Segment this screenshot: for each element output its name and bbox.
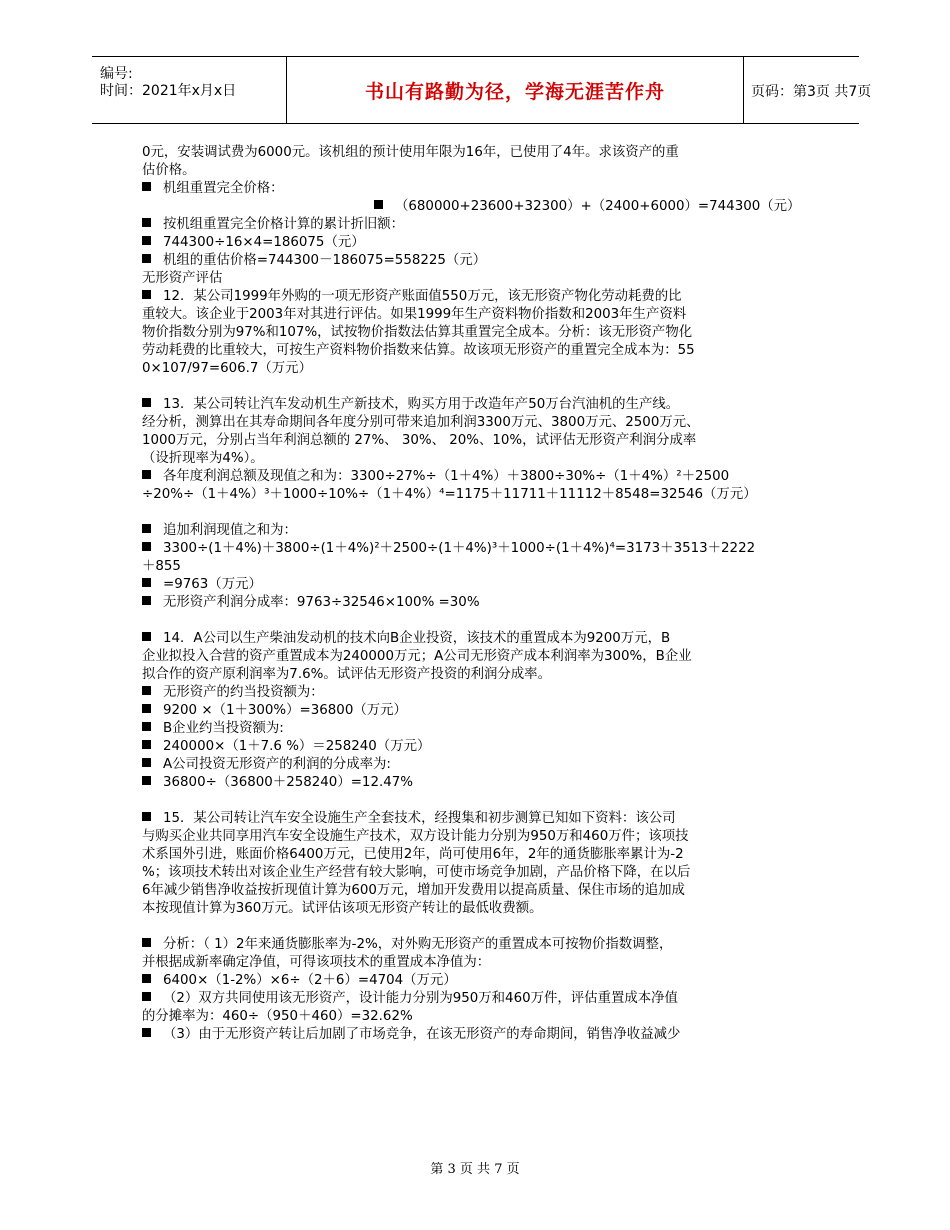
document-number-label: 编号:: [100, 66, 133, 82]
bullet-square-icon: [142, 470, 151, 479]
line-text: 9200 ×（1＋300%）=36800（万元）: [163, 703, 407, 718]
text-line: [142, 162, 806, 180]
paragraph-gap: [142, 612, 806, 630]
text-line: [142, 684, 806, 702]
bullet-square-icon: [142, 524, 151, 533]
text-line: [142, 306, 806, 324]
text-line: [142, 720, 806, 738]
paragraph-gap: [142, 792, 806, 810]
line-text: 分析：（ 1）2年来通货膨胀率为-2%，对外购无形资产的重置成本可按物价指数调整，: [163, 937, 673, 952]
text-line: [142, 198, 806, 216]
bullet-square-icon: [142, 974, 151, 983]
header-motto: 书山有路勤为径，学海无涯苦作舟: [364, 81, 665, 103]
text-line: [142, 756, 806, 774]
text-line: [142, 810, 806, 828]
line-text: 追加利润现值之和为：: [163, 523, 297, 538]
bullet-square-icon: [142, 596, 151, 605]
line-text: 0×107/97=606.7（万元）: [142, 361, 312, 376]
line-text: 6年减少销售净收益按折现值计算为600万元，增加开发费用以提高质量、保住市场的追加成: [142, 883, 685, 898]
text-line: [142, 324, 806, 342]
bullet-square-icon: [142, 398, 151, 407]
bullet-square-icon: [142, 722, 151, 731]
line-text: 的分摊率为：460÷（950＋460）=32.62%: [142, 1009, 413, 1024]
text-line: [142, 936, 806, 954]
line-text: 按机组重置完全价格计算的累计折旧额：: [163, 217, 405, 232]
paragraph-gap: [142, 504, 806, 522]
line-text: （设折现率为4%）。: [142, 451, 264, 466]
line-text: 0元，安装调试费为6000元。该机组的预计使用年限为16年，已使用了4年。求该资产的重: [142, 145, 679, 160]
line-text: 1000万元，分别占当年利润总额的 27%、 30%、 20%、10%，试评估无形资产利润分成率: [142, 433, 697, 448]
line-text: 36800÷（36800＋258240）=12.47%: [163, 775, 413, 790]
line-text: 并根据成新率确定净值，可得该项技术的重置成本净值为：: [142, 955, 491, 970]
bullet-square-icon: [142, 758, 151, 767]
line-text: A公司投资无形资产的利润的分成率为:: [163, 757, 391, 772]
line-text: ÷20%÷（1＋4%）³＋1000÷10%÷（1＋4%）⁴=1175＋11711＋11112＋8548=32546（万元）: [142, 487, 757, 502]
text-line: [142, 738, 806, 756]
text-line: [142, 468, 806, 486]
text-line: [142, 288, 806, 306]
text-line: [142, 486, 806, 504]
text-line: [142, 972, 806, 990]
bullet-square-icon: [142, 578, 151, 587]
line-text: %；该项技术转出对该企业生产经营有较大影响，可使市场竞争加剧，产品价格下降，在以后: [142, 865, 691, 880]
line-text: 机组的重估价格=744300－186075=558225（元）: [163, 253, 487, 268]
document-body: [142, 144, 806, 1044]
bullet-square-icon: [142, 542, 151, 551]
text-line: [142, 864, 806, 882]
text-line: [142, 234, 806, 252]
line-text: 本按现值计算为360万元。试评估该项无形资产转让的最低收费额。: [142, 901, 543, 916]
bullet-square-icon: [374, 200, 383, 209]
text-line: [142, 522, 806, 540]
line-text: 744300÷16×4=186075（元）: [163, 235, 365, 250]
text-line: [142, 540, 806, 558]
text-line: [142, 846, 806, 864]
line-text: （2）双方共同使用该无形资产，设计能力分别为950万和460万件，评估重置成本净值: [163, 991, 678, 1006]
line-text: 15．某公司转让汽车安全设施生产全套技术，经搜集和初步测算已知如下资料：该公司: [163, 811, 676, 826]
line-text: （3）由于无形资产转让后加剧了市场竞争，在该无形资产的寿命期间，销售净收益减少: [163, 1027, 681, 1042]
line-text: 估价格。: [142, 163, 196, 178]
header-page-cell: [743, 57, 872, 123]
line-text: 13．某公司转让汽车发动机生产新技术，购买方用于改造年产50万台汽油机的生产线。: [163, 397, 680, 412]
header-page-info: 页码：第3页 共7页: [751, 84, 872, 100]
header-motto-cell: [286, 57, 744, 123]
bullet-square-icon: [142, 218, 151, 227]
line-text: （680000+23600+32300）+（2400+6000）=744300（元）: [395, 199, 801, 214]
text-line: [142, 558, 806, 576]
text-line: [142, 576, 806, 594]
text-line: [142, 450, 806, 468]
text-line: [142, 774, 806, 792]
bullet-square-icon: [142, 182, 151, 191]
line-text: 240000×（1＋7.6 %）＝258240（万元）: [163, 739, 431, 754]
text-line: [142, 828, 806, 846]
text-line: [142, 144, 806, 162]
text-line: [142, 252, 806, 270]
line-text: 机组重置完全价格：: [163, 181, 284, 196]
text-line: [142, 666, 806, 684]
paragraph-gap: [142, 378, 806, 396]
line-text: 无形资产利润分成率：9763÷32546×100% =30%: [163, 595, 480, 610]
line-text: B企业约当投资额为:: [163, 721, 284, 736]
text-line: [142, 702, 806, 720]
line-text: 与购买企业共同享用汽车安全设施生产技术，双方设计能力分别为950万和460万件；该项技: [142, 829, 689, 844]
bullet-square-icon: [142, 812, 151, 821]
line-text: 企业拟投入合营的资产重置成本为240000万元；A公司无形资产成本利润率为300%，B企业: [142, 649, 692, 664]
text-line: [142, 396, 806, 414]
line-text: 12．某公司1999年外购的一项无形资产账面值550万元，该无形资产物化劳动耗费的比: [163, 289, 682, 304]
text-line: [142, 882, 806, 900]
text-line: [142, 216, 806, 234]
line-text: 物价指数分别为97%和107%，试按物价指数法估算其重置完全成本。分析：该无形资产物化: [142, 325, 693, 340]
text-line: [142, 594, 806, 612]
bullet-square-icon: [142, 776, 151, 785]
page-header: [92, 56, 872, 124]
line-text: ＋855: [142, 559, 181, 574]
line-text: 劳动耗费的比重较大，可按生产资料物价指数来估算。故该项无形资产的重置完全成本为：55: [142, 343, 695, 358]
bullet-square-icon: [142, 740, 151, 749]
line-text: 经分析，测算出在其寿命期间各年度分别可带来追加利润3300万元、3800万元、2500万元、: [142, 415, 700, 430]
line-text: =9763（万元）: [163, 577, 262, 592]
line-text: 重较大。该企业于2003年对其进行评估。如果1999年生产资料物价指数和2003年生产资料: [142, 307, 687, 322]
text-line: [142, 1008, 806, 1026]
line-text: 无形资产的约当投资额为：: [163, 685, 324, 700]
text-line: [142, 360, 806, 378]
text-line: [142, 342, 806, 360]
header-info-cell: [92, 57, 286, 123]
bullet-square-icon: [142, 290, 151, 299]
paragraph-gap: [142, 918, 806, 936]
line-text: 术系国外引进，账面价格6400万元，已使用2年，尚可使用6年，2年的通货膨胀率累计为-2: [142, 847, 684, 862]
line-text: 6400×（1-2%）×6÷（2＋6）=4704（万元）: [163, 973, 457, 988]
line-text: 拟合作的资产原利润率为7.6%。试评估无形资产投资的利润分成率。: [142, 667, 551, 682]
text-line: [142, 180, 806, 198]
bullet-square-icon: [142, 704, 151, 713]
line-text: 无形资产评估: [142, 271, 223, 286]
text-line: [142, 648, 806, 666]
bullet-square-icon: [142, 686, 151, 695]
bullet-square-icon: [142, 632, 151, 641]
document-time-label: 时间：2021年x月x日: [100, 83, 237, 99]
text-line: [142, 432, 806, 450]
bullet-square-icon: [142, 1028, 151, 1037]
text-line: [142, 990, 806, 1008]
line-text: 14．A公司以生产柴油发动机的技术向B企业投资，该技术的重置成本为9200万元，B: [163, 631, 671, 646]
text-line: [142, 414, 806, 432]
text-line: [142, 270, 806, 288]
page-footer: 第 3 页 共 7 页: [430, 1162, 520, 1177]
line-text: 3300÷(1＋4%)＋3800÷(1＋4%)²＋2500÷(1＋4%)³＋1000÷(1＋4%)⁴=3173＋3513＋2222: [163, 541, 756, 556]
text-line: [142, 954, 806, 972]
text-line: [142, 1026, 806, 1044]
text-line: [142, 630, 806, 648]
bullet-square-icon: [142, 236, 151, 245]
bullet-square-icon: [142, 254, 151, 263]
line-text: 各年度利润总额及现值之和为：3300÷27%÷（1＋4%）＋3800÷30%÷（1＋4%）²＋2500: [163, 469, 730, 484]
text-line: [142, 900, 806, 918]
bullet-square-icon: [142, 938, 151, 947]
bullet-square-icon: [142, 992, 151, 1001]
